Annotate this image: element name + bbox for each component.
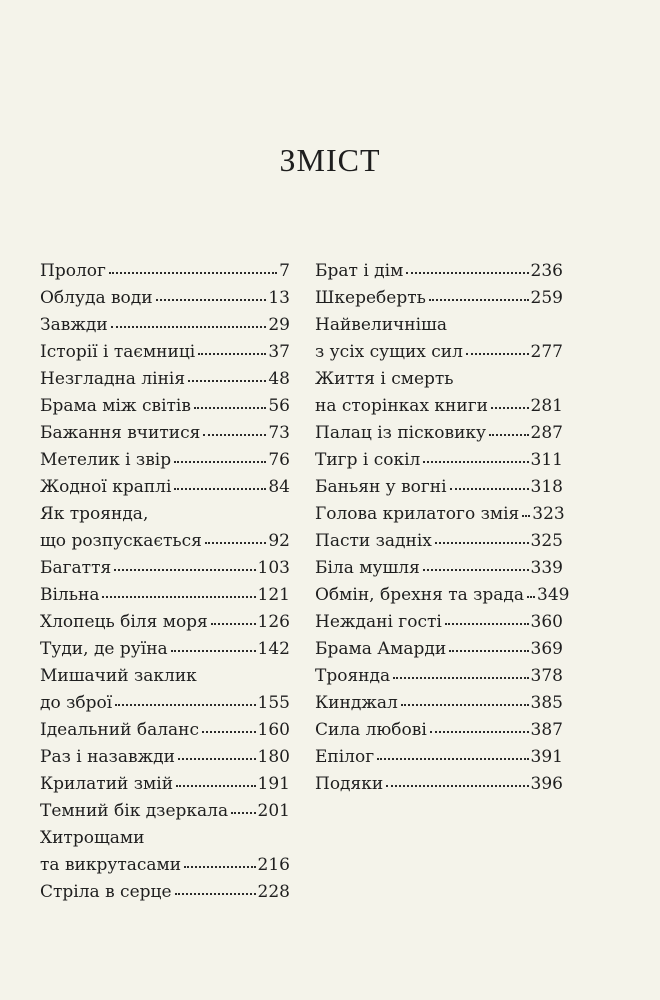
toc-entry: [315, 285, 563, 312]
toc-entry-title: Стріла в серце: [40, 882, 172, 902]
toc-entry: [40, 744, 290, 771]
toc-entry: [40, 474, 290, 501]
toc-entry-page: 76: [268, 450, 290, 470]
toc-entry-title: Як троянда,: [40, 504, 149, 524]
toc-entry-title: Голова крилатого змія: [315, 504, 520, 524]
toc-entry-title: Завжди: [40, 315, 108, 335]
dot-leader: [489, 432, 529, 436]
dot-leader: [111, 324, 267, 328]
toc-entry-page: 201: [257, 801, 290, 821]
toc-entry-page: 228: [257, 882, 290, 902]
toc-entry: [40, 312, 290, 339]
toc-entry-page: 369: [530, 639, 563, 659]
toc-entry-title: Неждані гості: [315, 612, 442, 632]
toc-entry-page: 311: [530, 450, 563, 470]
toc-entry-title: Брат і дім: [315, 261, 404, 281]
toc-entry-page: 396: [530, 774, 563, 794]
dot-leader: [102, 594, 255, 598]
dot-leader: [449, 648, 528, 652]
toc-entry: [315, 555, 563, 582]
dot-leader: [401, 702, 529, 706]
toc-entry-title: Метелик і звір: [40, 450, 172, 470]
dot-leader: [115, 702, 255, 706]
toc-entry: [40, 879, 290, 906]
dot-leader: [231, 810, 255, 814]
dot-leader: [109, 270, 277, 274]
dot-leader: [491, 405, 529, 409]
toc-entry-page: 323: [532, 504, 565, 524]
dot-leader: [377, 756, 528, 760]
toc-entry: [40, 258, 290, 285]
toc-entry-title: Найвеличніша: [315, 315, 447, 335]
toc-entry-page: 325: [530, 531, 563, 551]
toc-entry-page: 126: [257, 612, 290, 632]
toc-entry-page: 180: [257, 747, 290, 767]
toc-entry: [315, 609, 563, 636]
toc-entry-title: Палац із пісковику: [315, 423, 487, 443]
dot-leader: [445, 621, 529, 625]
toc-entry-page: 48: [268, 369, 290, 389]
toc-column-left: [40, 258, 290, 906]
toc-entry-page: 287: [530, 423, 563, 443]
toc-entry-page: 73: [268, 423, 290, 443]
toc-entry: [40, 771, 290, 798]
toc-entry-title: Багаття: [40, 558, 112, 578]
toc-entry-title: Темний бік дзеркала: [40, 801, 229, 821]
toc-entry-title: Крилатий змій: [40, 774, 174, 794]
toc-entry-title: Облуда води: [40, 288, 153, 308]
toc-entry-title: Тигр і сокіл: [315, 450, 421, 470]
toc-entry-title: що розпускається: [40, 531, 202, 551]
toc-entry-page: 236: [530, 261, 563, 281]
toc-entry: [315, 447, 563, 474]
toc-entry: [40, 825, 290, 879]
toc-entry-page: 29: [268, 315, 290, 335]
toc-entry: [40, 717, 290, 744]
toc-entry-title: Туди, де руїна: [40, 639, 168, 659]
toc-entry-page: 103: [257, 558, 290, 578]
toc-entry: [315, 258, 563, 285]
toc-entry: [40, 285, 290, 312]
toc-entry-page: 349: [537, 585, 570, 605]
toc-entry-title: Епілог: [315, 747, 375, 767]
toc-entry-page: 339: [530, 558, 563, 578]
toc-entry-page: 56: [268, 396, 290, 416]
dot-leader: [178, 756, 256, 760]
dot-leader: [194, 405, 266, 409]
toc-entry-title: Шкереберть: [315, 288, 426, 308]
dot-leader: [211, 621, 256, 625]
toc-entry-title: Пасти задніх: [315, 531, 432, 551]
toc-entry: [315, 501, 563, 528]
toc-entry-title: Мишачий заклик: [40, 666, 197, 686]
dot-leader: [522, 513, 530, 517]
toc-entry-title: Хлопець біля моря: [40, 612, 208, 632]
dot-leader: [423, 459, 528, 463]
toc-entry-page: 216: [257, 855, 290, 875]
toc-entry: [315, 312, 563, 366]
toc-entry-title: Історії і таємниці: [40, 342, 196, 362]
toc-entry: [315, 582, 570, 609]
dot-leader: [114, 567, 255, 571]
dot-leader: [184, 864, 255, 868]
toc-entry: [315, 717, 563, 744]
dot-leader: [202, 729, 256, 733]
toc-entry-title: Подяки: [315, 774, 384, 794]
dot-leader: [176, 783, 256, 787]
toc-entry-page: 37: [268, 342, 290, 362]
toc-entry-page: 277: [530, 342, 563, 362]
dot-leader: [205, 540, 266, 544]
toc-entry-page: 191: [257, 774, 290, 794]
dot-leader: [174, 459, 266, 463]
toc-entry-page: 142: [257, 639, 290, 659]
toc-entry-title: Пролог: [40, 261, 106, 281]
toc-entry: [315, 366, 563, 420]
toc-entry-title: Незгладна лінія: [40, 369, 186, 389]
toc-entry: [315, 528, 563, 555]
toc-entry-title: Вільна: [40, 585, 100, 605]
toc-entry: [40, 609, 290, 636]
toc-entry-page: 7: [279, 261, 290, 281]
toc-entry-title: Біла мушля: [315, 558, 420, 578]
toc-entry: [40, 447, 290, 474]
toc-entry-page: 13: [268, 288, 290, 308]
dot-leader: [386, 783, 528, 787]
toc-entry-title: та викрутасами: [40, 855, 182, 875]
toc-entry: [315, 663, 563, 690]
toc-entry: [40, 582, 290, 609]
toc-entry: [315, 690, 563, 717]
toc-entry-title: Ідеальний баланс: [40, 720, 199, 740]
toc-entry-page: 385: [530, 693, 563, 713]
toc-entry-title: Баньян у вогні: [315, 477, 447, 497]
toc-entry: [40, 501, 290, 555]
toc-entry-page: 378: [530, 666, 563, 686]
page-title: ЗМІСТ: [279, 142, 381, 178]
toc-entry-title: Сила любові: [315, 720, 427, 740]
dot-leader: [466, 351, 529, 355]
toc-entry-page: 155: [257, 693, 290, 713]
toc-entry-page: 360: [530, 612, 563, 632]
toc-entry-title: Кинджал: [315, 693, 398, 713]
toc-entry-title: Раз і назавжди: [40, 747, 175, 767]
toc-entry: [315, 474, 563, 501]
toc-entry-title: Життя і смерть: [315, 369, 454, 389]
toc-entry: [40, 420, 290, 447]
dot-leader: [156, 297, 267, 301]
dot-leader: [527, 594, 535, 598]
dot-leader: [429, 297, 529, 301]
toc-entry-page: 387: [530, 720, 563, 740]
toc-entry-title: Хитрощами: [40, 828, 145, 848]
toc-entry: [40, 555, 290, 582]
toc-entry-page: 84: [268, 477, 290, 497]
toc-entry-page: 391: [530, 747, 563, 767]
toc-entry-title: Брама між світів: [40, 396, 191, 416]
dot-leader: [174, 486, 266, 490]
toc-entry: [315, 744, 563, 771]
toc-entry-title: Жодної краплі: [40, 477, 172, 497]
toc-entry-title: на сторінках книги: [315, 396, 488, 416]
toc-entry: [40, 339, 290, 366]
dot-leader: [203, 432, 266, 436]
dot-leader: [198, 351, 266, 355]
dot-leader: [406, 270, 528, 274]
toc-entry: [40, 663, 290, 717]
toc-entry: [40, 393, 290, 420]
toc-entry-title: Брама Амарди: [315, 639, 447, 659]
toc-entry: [315, 771, 563, 798]
dot-leader: [393, 675, 528, 679]
toc-entry-page: 160: [257, 720, 290, 740]
toc-entry-page: 281: [530, 396, 563, 416]
dot-leader: [175, 891, 256, 895]
toc-entry-title: Троянда: [315, 666, 391, 686]
toc-entry-title: до зброї: [40, 693, 113, 713]
dot-leader: [435, 540, 529, 544]
toc-entry-page: 92: [268, 531, 290, 551]
toc-entry: [40, 798, 290, 825]
toc-entry: [315, 420, 563, 447]
toc-entry-title: з усіх сущих сил: [315, 342, 463, 362]
dot-leader: [188, 378, 266, 382]
toc-entry: [40, 366, 290, 393]
toc-entry-page: 318: [530, 477, 563, 497]
toc-entry-page: 259: [530, 288, 563, 308]
dot-leader: [450, 486, 529, 490]
dot-leader: [430, 729, 529, 733]
dot-leader: [171, 648, 256, 652]
toc-entry-title: Обмін, брехня та зрада: [315, 585, 525, 605]
toc-column-right: [315, 258, 570, 798]
toc-entry-page: 121: [257, 585, 290, 605]
toc-entry-title: Бажання вчитися: [40, 423, 201, 443]
toc-entry: [40, 636, 290, 663]
toc-entry: [315, 636, 563, 663]
dot-leader: [423, 567, 529, 571]
